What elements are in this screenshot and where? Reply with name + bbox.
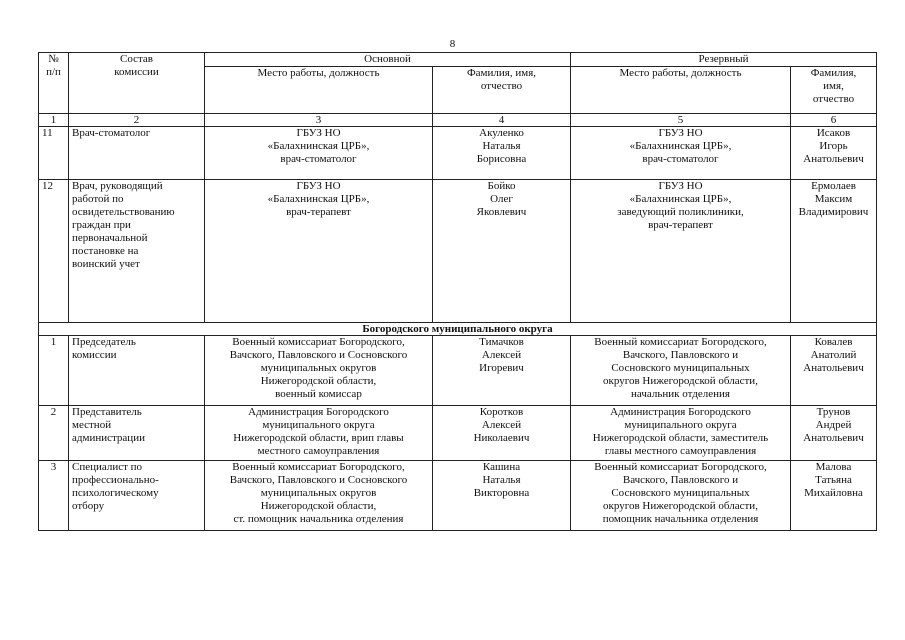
column-number: 5: [571, 114, 791, 127]
row-main-name: Кашина Наталья Викторовна: [433, 461, 571, 531]
header-commission: Состав комиссии: [69, 53, 205, 114]
row-main-name: Бойко Олег Яковлевич: [433, 180, 571, 323]
row-reserve-work: Администрация Богородского муниципального округа Нижегородской области, заместитель главы местного самоуправления: [571, 406, 791, 461]
row-role: Врач-стоматолог: [69, 127, 205, 180]
row-reserve-work: ГБУЗ НО «Балахнинская ЦРБ», врач-стоматолог: [571, 127, 791, 180]
row-reserve-work: Военный комиссариат Богородского, Вачского, Павловского и Сосновского муниципальных округов Нижегородской области, начальник отделения: [571, 336, 791, 406]
header-group-reserve: Резервный: [571, 53, 877, 67]
row-main-name: Акуленко Наталья Борисовна: [433, 127, 571, 180]
row-reserve-work: Военный комиссариат Богородского, Вачского, Павловского и Сосновского муниципальных округов Нижегородской области, помощник начальника отделения: [571, 461, 791, 531]
row-main-work: Администрация Богородского муниципального округа Нижегородской области, врип главы местного самоуправления: [205, 406, 433, 461]
header-num: № п/п: [39, 53, 69, 114]
header-main-name: Фамилия, имя, отчество: [433, 67, 571, 114]
row-reserve-name: Малова Татьяна Михайловна: [791, 461, 877, 531]
row-main-work: Военный комиссариат Богородского, Вачского, Павловского и Сосновского муниципальных округов Нижегородской области, военный комиссар: [205, 336, 433, 406]
row-role: Специалист по профессионально- психологическому отбору: [69, 461, 205, 531]
column-number: 4: [433, 114, 571, 127]
table-row: [39, 336, 877, 406]
row-main-name: Тимачков Алексей Игоревич: [433, 336, 571, 406]
header-main-workplace: Место работы, должность: [205, 67, 433, 114]
row-main-work: ГБУЗ НО «Балахнинская ЦРБ», врач-стоматолог: [205, 127, 433, 180]
row-main-work: Военный комиссариат Богородского, Вачского, Павловского и Сосновского муниципальных округов Нижегородской области, ст. помощник начальника отделения: [205, 461, 433, 531]
column-number: 6: [791, 114, 877, 127]
row-number: 2: [39, 406, 69, 461]
table-row: [39, 180, 877, 323]
header-group-main: Основной: [205, 53, 571, 67]
header-row-groups: [39, 53, 877, 67]
row-number: 1: [39, 336, 69, 406]
table-row: [39, 406, 877, 461]
column-number: 1: [39, 114, 69, 127]
row-reserve-name: Трунов Андрей Анатольевич: [791, 406, 877, 461]
header-reserve-workplace: Место работы, должность: [571, 67, 791, 114]
row-number: 12: [39, 180, 69, 323]
row-number: 11: [39, 127, 69, 180]
row-main-work: ГБУЗ НО «Балахнинская ЦРБ», врач-терапевт: [205, 180, 433, 323]
row-role: Врач, руководящий работой по освидетельствованию граждан при первоначальной постановке на воинский учет: [69, 180, 205, 323]
section-title: Богородского муниципального округа: [39, 323, 877, 336]
row-role: Представитель местной администрации: [69, 406, 205, 461]
commission-table: [38, 52, 877, 531]
column-number: 3: [205, 114, 433, 127]
section-header-row: [39, 323, 877, 336]
table-row: [39, 127, 877, 180]
row-reserve-name: Ермолаев Максим Владимирович: [791, 180, 877, 323]
row-number: 3: [39, 461, 69, 531]
row-role: Председатель комиссии: [69, 336, 205, 406]
column-number: 2: [69, 114, 205, 127]
row-reserve-name: Исаков Игорь Анатольевич: [791, 127, 877, 180]
table-row: [39, 461, 877, 531]
row-main-name: Коротков Алексей Николаевич: [433, 406, 571, 461]
row-reserve-work: ГБУЗ НО «Балахнинская ЦРБ», заведующий поликлиники, врач-терапевт: [571, 180, 791, 323]
column-numbers-row: [39, 114, 877, 127]
header-reserve-name: Фамилия, имя, отчество: [791, 67, 877, 114]
page-number: 8: [449, 38, 456, 50]
row-reserve-name: Ковалев Анатолий Анатольевич: [791, 336, 877, 406]
